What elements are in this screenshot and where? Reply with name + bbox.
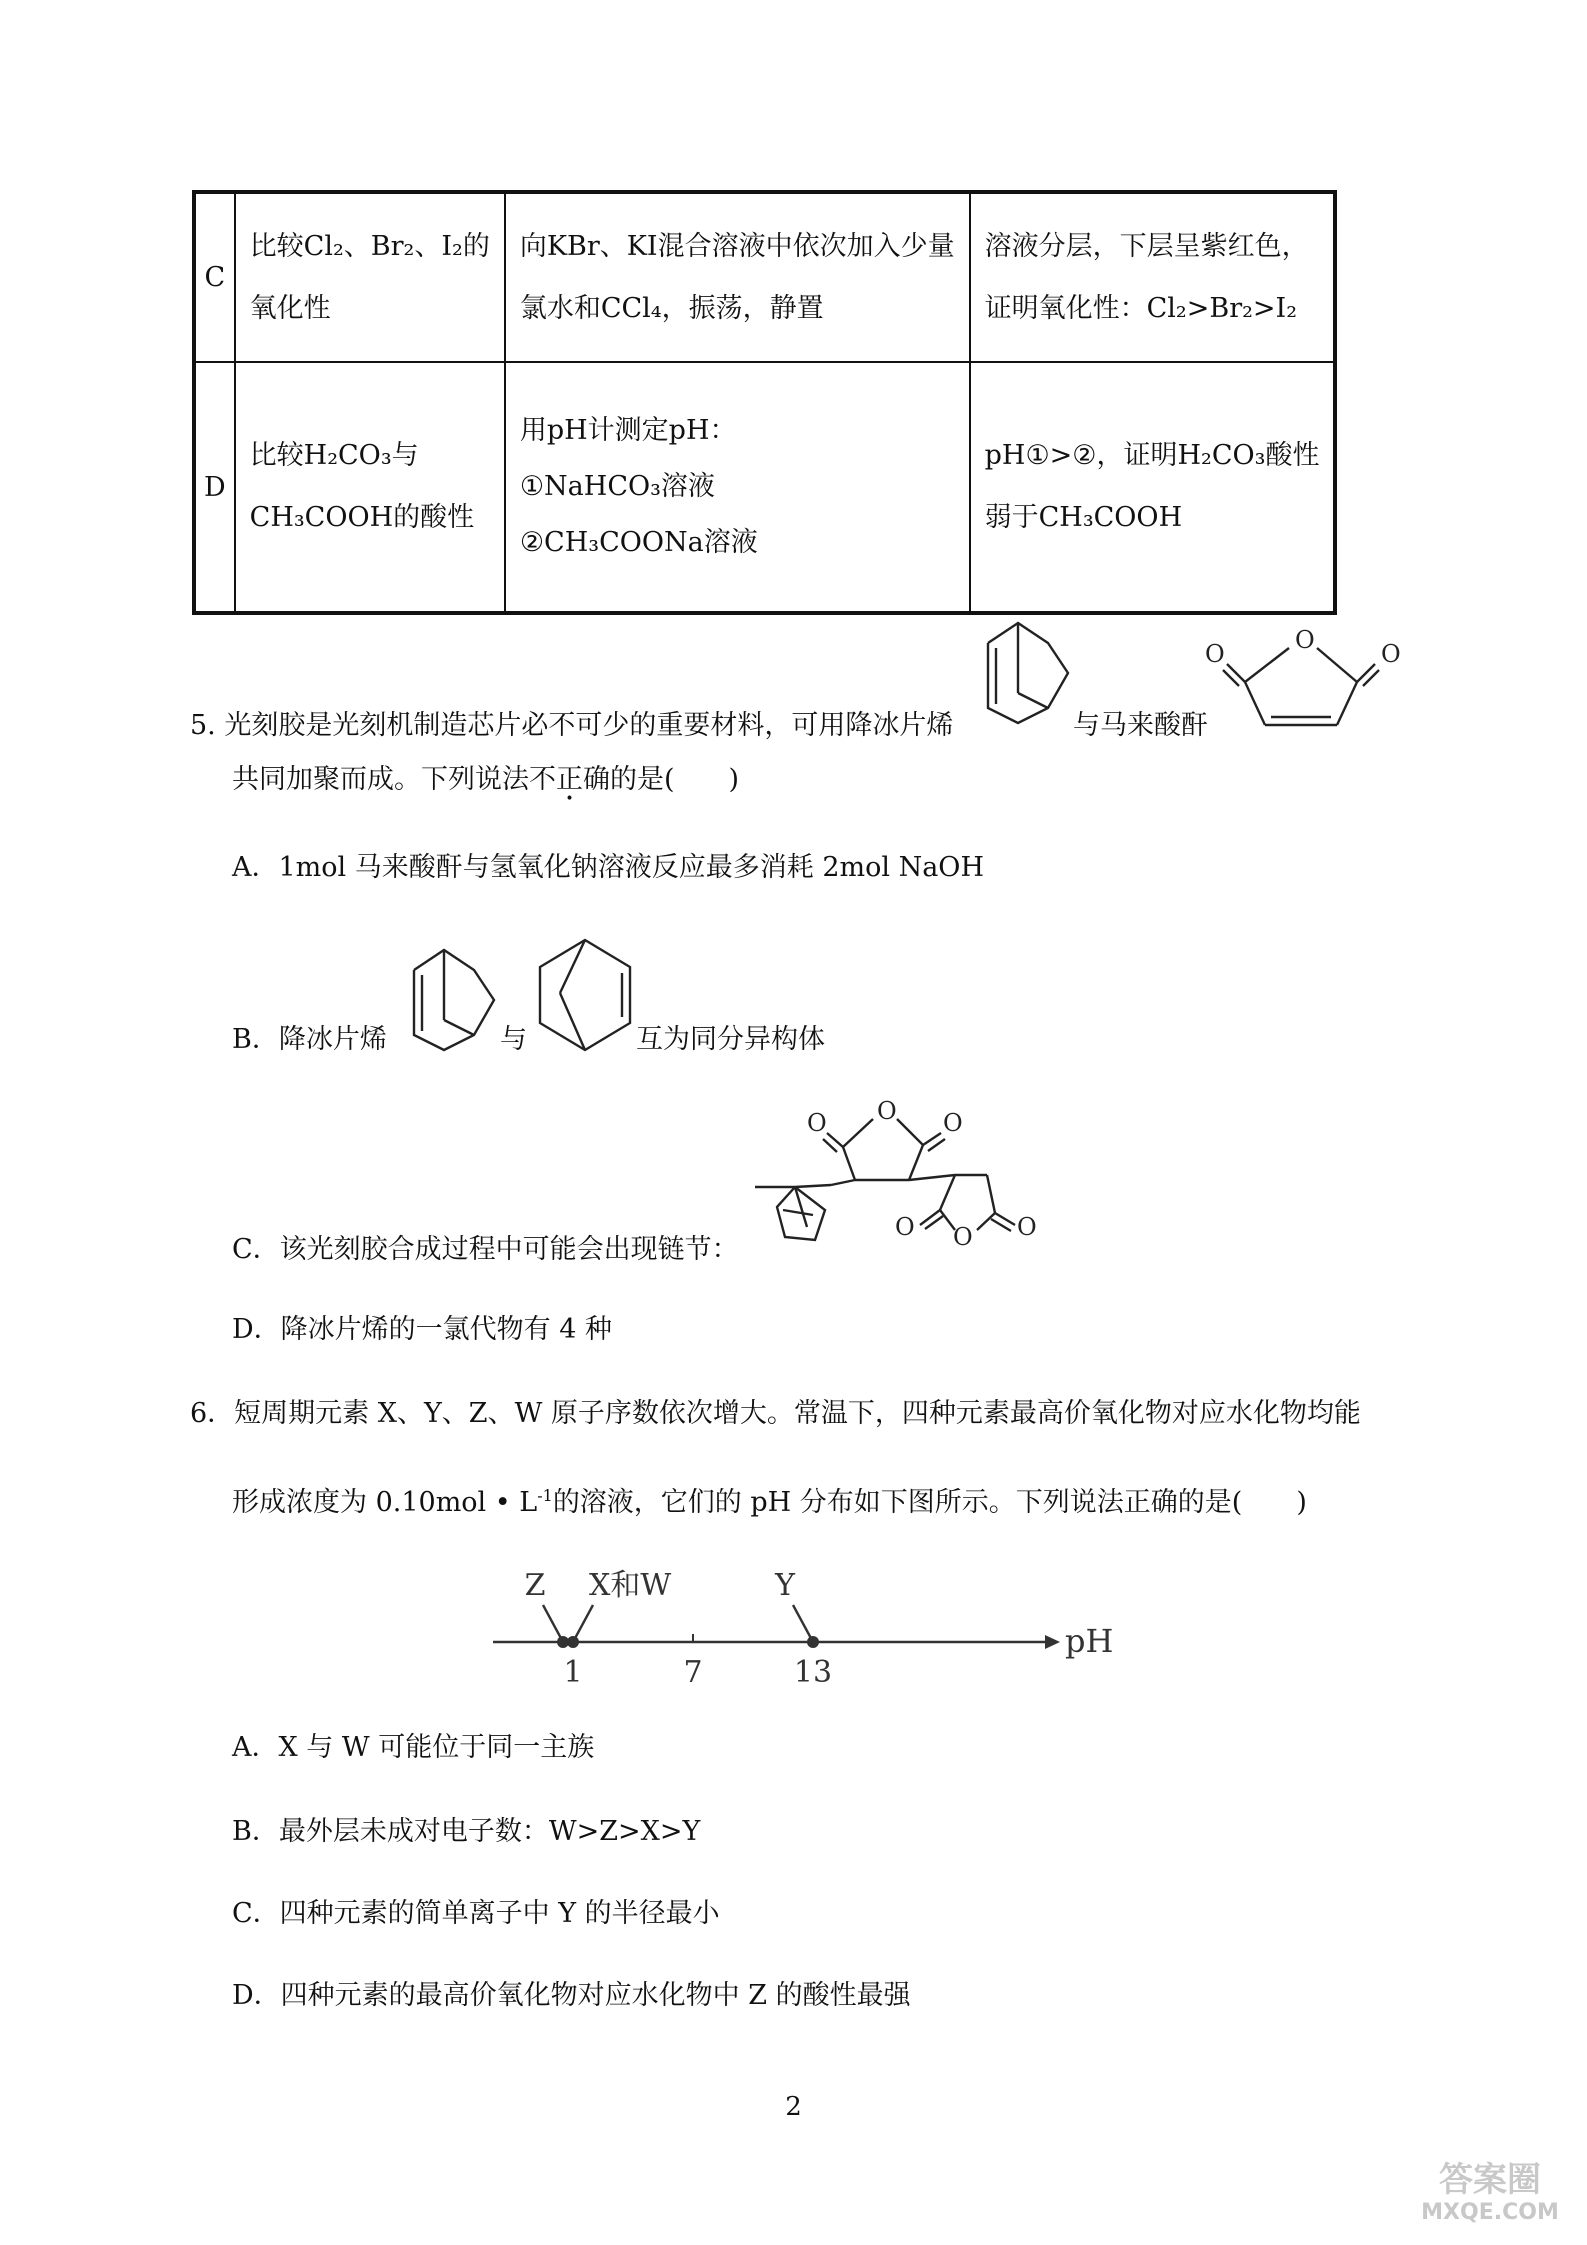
point-leader (793, 1605, 813, 1642)
svg-text:O: O (943, 1109, 963, 1137)
svg-text:O: O (1017, 1213, 1037, 1241)
emphasis-not-correct: 不正确 (529, 764, 610, 795)
operation-cell: 用pH计测定pH： ①NaHCO₃溶液 ②CH₃COONa溶液 (505, 362, 970, 613)
tick-label: 13 (793, 1655, 833, 1690)
q5-option-a: A．1mol 马来酸酐与氢氧化钠溶液反应最多消耗 2mol NaOH (232, 852, 984, 883)
q6-stem-line1: 6．短周期元素 X、Y、Z、W 原子序数依次增大。常温下，四种元素最高价氧化物对应水化物均能 (190, 1398, 1361, 1429)
tick-label: 7 (683, 1655, 703, 1690)
q5-stem-line2: 共同加聚而成。下列说法不正确的是( ) (232, 764, 740, 795)
norbornene-option-b (394, 945, 504, 1060)
row-label: D (194, 362, 235, 613)
q5-option-b-mid: 与 (500, 1024, 527, 1055)
page-number: 2 (785, 2092, 802, 2122)
q5-option-b-prefix: B．降冰片烯 (232, 1024, 387, 1055)
conclusion-cell: 溶液分层，下层呈紫红色， 证明氧化性：Cl₂>Br₂>I₂ (970, 192, 1336, 362)
table-row-d (194, 362, 1335, 613)
point-label: Z (524, 1568, 546, 1603)
point-label: Y (775, 1568, 795, 1603)
q6-option-a: A．X 与 W 可能位于同一主族 (232, 1732, 595, 1763)
q5-option-b-suffix: 互为同分异构体 (636, 1024, 825, 1055)
point-leader (573, 1605, 593, 1642)
maleic-anhydride-structure (1205, 626, 1405, 740)
q6-option-d: D．四种元素的最高价氧化物对应水化物中 Z 的酸性最强 (232, 1980, 911, 2011)
point-leader (543, 1605, 563, 1642)
svg-text:O: O (953, 1223, 973, 1251)
q5-option-d: D．降冰片烯的一氯代物有 4 种 (232, 1314, 612, 1345)
row-label: C (194, 192, 235, 362)
table-row-c (194, 192, 1335, 362)
norbornene-structure (968, 618, 1078, 733)
point-label: X和W (589, 1568, 672, 1603)
svg-text:O: O (877, 1097, 897, 1125)
svg-text:O: O (807, 1109, 827, 1137)
axis-label: pH (1065, 1622, 1114, 1660)
experiment-table (192, 190, 1337, 615)
watermark-logo: 答案圈 MXQE.COM (1421, 2160, 1559, 2225)
svg-text:O: O (1295, 626, 1315, 654)
q6-option-c: C．四种元素的简单离子中 Y 的半径最小 (232, 1898, 720, 1929)
q6-option-b: B．最外层未成对电子数：W>Z>X>Y (232, 1816, 701, 1847)
ph-number-line (480, 1555, 1120, 1695)
svg-text:O: O (1205, 640, 1225, 668)
axis-arrow-icon (1045, 1635, 1060, 1649)
conclusion-cell: pH①>②，证明H₂CO₃酸性 弱于CH₃COOH (970, 362, 1336, 613)
svg-text:O: O (1381, 640, 1401, 668)
operation-cell: 向KBr、KI混合溶液中依次加入少量 氯水和CCl₄，振荡，静置 (505, 192, 970, 362)
svg-text:O: O (895, 1213, 915, 1241)
polymer-repeat-unit (755, 1095, 1055, 1265)
purpose-cell: 比较Cl₂、Br₂、I₂的 氧化性 (235, 192, 505, 362)
q5-stem-line1: 5. 光刻胶是光刻机制造芯片必不可少的重要材料，可用降冰片烯 (190, 710, 954, 741)
q6-stem-line2: 形成浓度为 0.10mol • $L^{-1}$的溶液，它们的 pH 分布如下图所示。下列说法正确的是( ) (232, 1486, 1307, 1518)
q5-option-c: C．该光刻胶合成过程中可能会出现链节： (232, 1234, 739, 1265)
bicyclic-isomer-structure (530, 935, 640, 1065)
q5-stem-maleic: 与马来酸酐 (1073, 710, 1208, 741)
tick-label: 1 (563, 1655, 583, 1690)
purpose-cell: 比较H₂CO₃与 CH₃COOH的酸性 (235, 362, 505, 613)
